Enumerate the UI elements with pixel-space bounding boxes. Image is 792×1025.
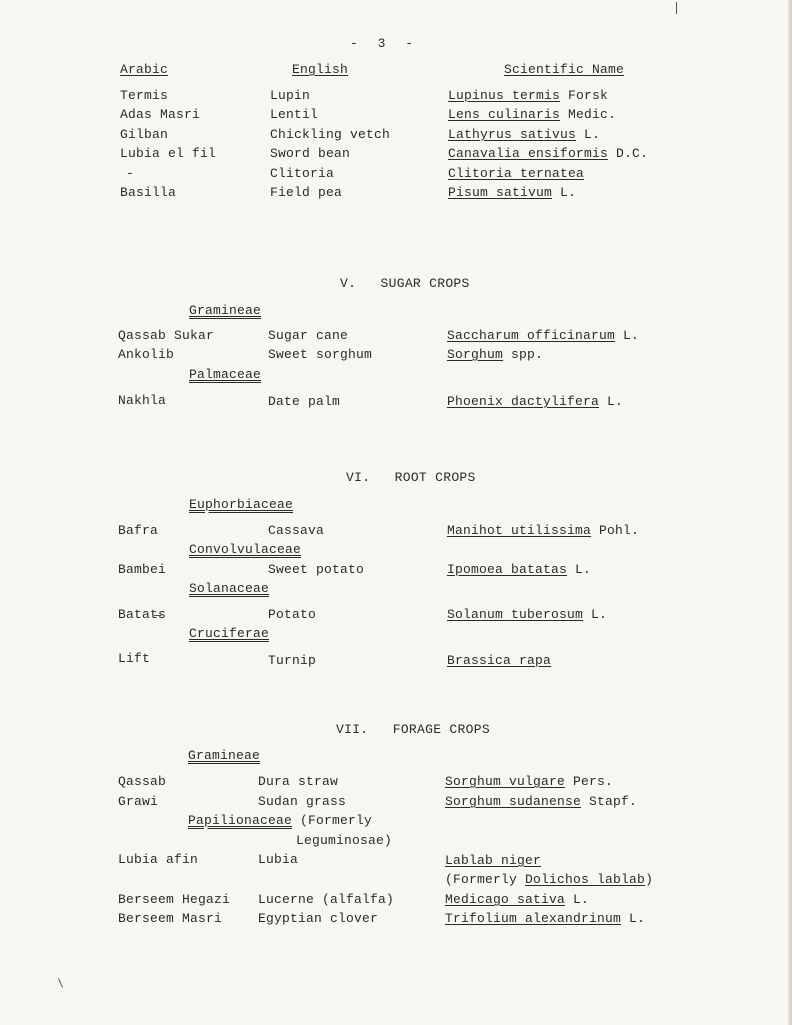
- sci-authority: L.: [584, 127, 601, 142]
- sci-authority: Stapf.: [589, 794, 638, 809]
- family-cruciferae: Cruciferae: [189, 626, 270, 641]
- sci-name: Sorghum sudanense: [445, 794, 582, 809]
- note-suffix: ): [645, 872, 654, 887]
- sugar-arabic-1: Qassab Sukar: [118, 328, 215, 343]
- sci-name: Lathyrus sativus: [448, 127, 577, 142]
- section-title: FORAGE CROPS: [392, 722, 490, 737]
- root-english-4: Turnip: [268, 653, 317, 668]
- family-euphorbiaceae: Euphorbiaceae: [189, 497, 294, 512]
- page-edge-shadow: [788, 0, 792, 1025]
- header-arabic: Arabic: [120, 62, 169, 77]
- root-sci-2: [447, 562, 591, 578]
- sci-authority: spp.: [511, 347, 544, 362]
- family-palmaceae: Palmaceae: [189, 367, 262, 382]
- root-sci-4: [447, 653, 551, 669]
- legume-sci-2: [448, 107, 616, 123]
- legume-arabic-2: Adas Masri: [120, 107, 201, 122]
- forage-sci-4: [445, 892, 589, 908]
- pen-mark-bottom-left: [58, 978, 63, 987]
- family-gramineae: Gramineae: [189, 303, 262, 318]
- root-arabic-4: Lift: [118, 651, 151, 666]
- legume-english-2: Lentil: [270, 107, 319, 122]
- sci-authority: L.: [629, 911, 646, 926]
- forage-sci-5: [445, 911, 645, 927]
- sci-name: Phoenix dactylifera: [447, 394, 600, 409]
- root-english-1: Cassava: [268, 523, 325, 538]
- legume-english-4: Sword bean: [270, 146, 351, 161]
- legume-english-3: Chickling vetch: [270, 127, 391, 142]
- sci-authority: L.: [575, 562, 592, 577]
- legume-sci-4: [448, 146, 648, 162]
- sci-authority: L.: [591, 607, 608, 622]
- section-number: VI.: [346, 470, 371, 485]
- forage-english-3: Lubia: [258, 852, 299, 867]
- section-number: V.: [340, 276, 357, 291]
- sci-name: Pisum sativum: [448, 185, 553, 200]
- forage-arabic-2: Grawi: [118, 794, 159, 809]
- forage-english-4: Lucerne (alfalfa): [258, 892, 395, 907]
- sugar-sci-3: [447, 394, 623, 410]
- header-english: English: [292, 62, 349, 77]
- root-english-2: Sweet potato: [268, 562, 365, 577]
- family-convolvulaceae: Convolvulaceae: [189, 542, 302, 557]
- forage-english-1: Dura straw: [258, 774, 339, 789]
- family-note: (Formerly: [300, 813, 373, 828]
- sci-name: Lupinus termis: [448, 88, 561, 103]
- forage-sci-1: [445, 774, 613, 790]
- sci-authority: D.C.: [616, 146, 649, 161]
- legume-english-1: Lupin: [270, 88, 311, 103]
- root-sci-1: [447, 523, 639, 539]
- legume-arabic-1: Termis: [120, 88, 169, 103]
- header-scientific: Scientific Name: [504, 62, 625, 77]
- family-papilionaceae: Papilionaceae: [188, 813, 293, 828]
- legume-arabic-5: -: [126, 166, 135, 181]
- note-prefix: (Formerly: [445, 872, 518, 887]
- forage-arabic-5: Berseem Masri: [118, 911, 223, 926]
- sci-name: Lens culinaris: [448, 107, 561, 122]
- sci-authority: L.: [573, 892, 590, 907]
- sci-authority: Pohl.: [599, 523, 640, 538]
- sci-name: Brassica rapa: [447, 653, 552, 668]
- sci-name: Canavalia ensiformis: [448, 146, 609, 161]
- sugar-sci-2: [447, 347, 543, 363]
- legume-sci-1: [448, 88, 608, 104]
- legume-english-6: Field pea: [270, 185, 343, 200]
- sugar-sci-1: [447, 328, 639, 344]
- sugar-english-2: Sweet sorghum: [268, 347, 373, 362]
- sci-name: Manihot utilissima: [447, 523, 592, 538]
- legume-english-5: Clitoria: [270, 166, 335, 181]
- forage-english-2: Sudan grass: [258, 794, 347, 809]
- sci-authority: Medic.: [568, 107, 617, 122]
- sci-name: Medicago sativa: [445, 892, 566, 907]
- sci-name: Sorghum: [447, 347, 504, 362]
- legume-sci-5: [448, 166, 584, 182]
- sugar-english-1: Sugar cane: [268, 328, 349, 343]
- sci-name: Dolichos lablab: [525, 872, 646, 887]
- sci-authority: L.: [560, 185, 577, 200]
- legume-sci-6: [448, 185, 576, 201]
- page-number: - 3 -: [350, 36, 420, 51]
- sci-name: Sorghum vulgare: [445, 774, 566, 789]
- legume-arabic-6: Basilla: [120, 185, 177, 200]
- forage-english-5: Egyptian clover: [258, 911, 379, 926]
- root-sci-3: [447, 607, 607, 623]
- sci-name: Trifolium alexandrinum: [445, 911, 622, 926]
- legume-arabic-3: Gilban: [120, 127, 169, 142]
- legume-sci-3: [448, 127, 600, 143]
- forage-sci-3-note: [445, 872, 653, 888]
- sci-authority: L.: [623, 328, 640, 343]
- sugar-arabic-2: Ankolib: [118, 347, 175, 362]
- forage-arabic-4: Berseem Hegazi: [118, 892, 231, 907]
- forage-arabic-3: Lubia afin: [118, 852, 199, 867]
- sugar-arabic-3: Nakhla: [118, 393, 167, 408]
- family-solanaceae: Solanaceae: [189, 581, 270, 596]
- sugar-english-3: Date palm: [268, 394, 341, 409]
- forage-sci-2: [445, 794, 637, 810]
- root-english-3: Potato: [268, 607, 317, 622]
- forage-arabic-1: Qassab: [118, 774, 167, 789]
- section-title: SUGAR CROPS: [380, 276, 470, 291]
- legume-arabic-4: Lubia el fil: [120, 146, 217, 161]
- sci-authority: Pers.: [573, 774, 614, 789]
- section-title: ROOT CROPS: [394, 470, 476, 485]
- section-number: VII.: [336, 722, 369, 737]
- family-gramineae-forage: Gramineae: [188, 748, 261, 763]
- sci-authority: Forsk: [568, 88, 609, 103]
- family-papilionaceae-line: [188, 813, 372, 829]
- sci-name: Solanum tuberosum: [447, 607, 584, 622]
- sci-name: Ipomoea batatas: [447, 562, 568, 577]
- sci-name: Clitoria ternatea: [448, 166, 585, 181]
- sci-authority: L.: [607, 394, 624, 409]
- family-note-2: Leguminosae): [296, 833, 393, 848]
- section-root-crops-title: [346, 470, 476, 486]
- section-forage-crops-title: [336, 722, 490, 738]
- root-arabic-2: Bambei: [118, 562, 167, 577]
- section-sugar-crops-title: [340, 276, 470, 292]
- sci-name: Saccharum officinarum: [447, 328, 616, 343]
- root-arabic-1: Bafra: [118, 523, 159, 538]
- pen-mark-top-right: [676, 2, 677, 14]
- root-arabic-3: Batat̶s: [118, 607, 167, 622]
- forage-sci-3: Lablab niger: [445, 853, 542, 868]
